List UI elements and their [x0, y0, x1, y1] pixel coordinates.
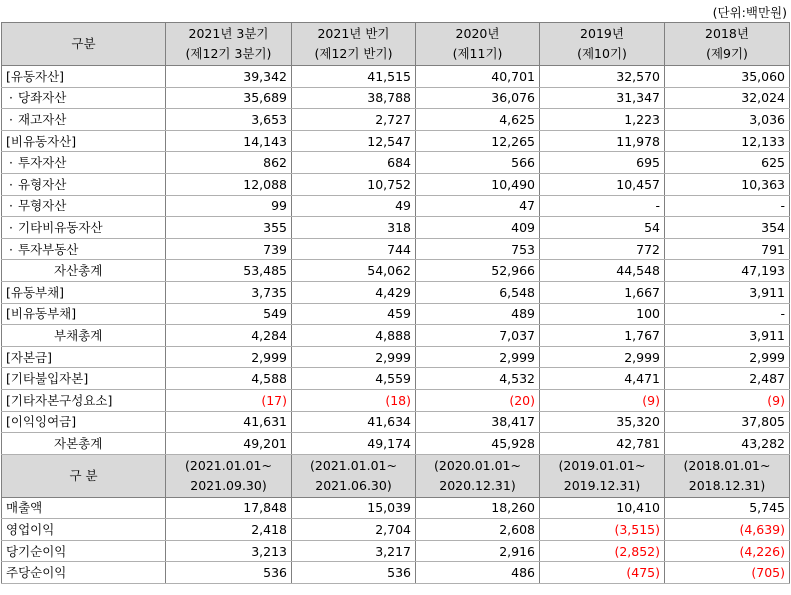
row-label: 영업이익: [2, 519, 166, 541]
value-cell: 566: [416, 152, 540, 174]
value-cell: 695: [540, 152, 665, 174]
value-cell: 3,735: [166, 281, 292, 303]
row-label: [2, 325, 166, 347]
value-cell: (17): [166, 389, 292, 411]
row-label-text: 투자자산: [18, 155, 67, 171]
value-cell: 355: [166, 217, 292, 239]
value-cell: 43,282: [665, 433, 790, 455]
row-label-text: 투자부동산: [18, 241, 79, 257]
value-cell: 684: [292, 152, 416, 174]
value-cell: 32,570: [540, 66, 665, 88]
header-label: 구분: [2, 23, 166, 66]
value-cell: 10,490: [416, 173, 540, 195]
value-cell: 4,588: [166, 368, 292, 390]
row-label-text: [비유동부채]: [6, 306, 77, 322]
value-cell: 49,174: [292, 433, 416, 455]
value-cell: 31,347: [540, 87, 665, 109]
value-cell: 12,265: [416, 130, 540, 152]
header-col-line1: 2018년: [705, 26, 749, 41]
header-col: [292, 454, 416, 497]
row-label: [2, 368, 166, 390]
value-cell: 41,631: [166, 411, 292, 433]
row-label: 매출액: [2, 497, 166, 519]
value-cell: -: [540, 195, 665, 217]
row-label: [2, 389, 166, 411]
value-cell: 10,363: [665, 173, 790, 195]
value-cell: 549: [166, 303, 292, 325]
value-cell: (475): [540, 562, 665, 584]
header-col-line2: 2018.12.31): [688, 477, 766, 493]
value-cell: 12,547: [292, 130, 416, 152]
value-cell: 3,217: [292, 540, 416, 562]
row-label: [2, 66, 166, 88]
header-col: [166, 454, 292, 497]
row-label: [2, 346, 166, 368]
income-statement-section: [2, 454, 790, 583]
value-cell: 10,752: [292, 173, 416, 195]
table-row: [2, 519, 790, 541]
table-row: [2, 540, 790, 562]
table-row: [2, 562, 790, 584]
value-cell: 11,978: [540, 130, 665, 152]
value-cell: 4,471: [540, 368, 665, 390]
header-col-line2: (제9기): [706, 46, 748, 61]
row-label: [2, 195, 166, 217]
header-col-line1: 2021년 반기: [317, 26, 390, 41]
value-cell: 2,704: [292, 519, 416, 541]
value-cell: 100: [540, 303, 665, 325]
value-cell: (9): [665, 389, 790, 411]
value-cell: 38,788: [292, 87, 416, 109]
header-col-line2: 2020.12.31): [439, 477, 516, 493]
header-col-line2: 2021.09.30): [190, 477, 267, 493]
value-cell: 744: [292, 238, 416, 260]
value-cell: 4,559: [292, 368, 416, 390]
header-col: [416, 23, 540, 66]
table-row: [2, 66, 790, 88]
value-cell: 12,133: [665, 130, 790, 152]
table-row: [2, 389, 790, 411]
header-col-line1: 2021년 3분기: [188, 26, 269, 41]
value-cell: 3,213: [166, 540, 292, 562]
bullet-icon: ·: [9, 198, 13, 214]
balance-sheet-header-row: [2, 23, 790, 66]
header-col: [665, 23, 790, 66]
value-cell: 5,745: [665, 497, 790, 519]
value-cell: 1,223: [540, 109, 665, 131]
value-cell: 44,548: [540, 260, 665, 282]
value-cell: 772: [540, 238, 665, 260]
value-cell: 354: [665, 217, 790, 239]
value-cell: 38,417: [416, 411, 540, 433]
value-cell: 2,999: [665, 346, 790, 368]
row-label: [2, 152, 166, 174]
value-cell: 3,653: [166, 109, 292, 131]
table-row: [2, 411, 790, 433]
value-cell: 42,781: [540, 433, 665, 455]
value-cell: 12,088: [166, 173, 292, 195]
bullet-icon: ·: [9, 111, 13, 127]
value-cell: 10,457: [540, 173, 665, 195]
balance-sheet-section: [2, 23, 790, 455]
table-row: [2, 497, 790, 519]
row-label-text: [비유동자산]: [6, 133, 77, 149]
value-cell: 459: [292, 303, 416, 325]
header-col-line2: (제11기): [452, 46, 503, 61]
header-col-line1: (2020.01.01~: [434, 457, 521, 473]
value-cell: 2,999: [540, 346, 665, 368]
row-label-text: 당좌자산: [18, 90, 67, 106]
bullet-icon: ·: [9, 176, 13, 192]
header-col-line2: 2021.06.30): [315, 477, 392, 493]
row-label-text: 재고자산: [18, 111, 67, 127]
row-label: 주당순이익: [2, 562, 166, 584]
value-cell: 53,485: [166, 260, 292, 282]
header-col-line2: 2019.12.31): [563, 477, 641, 493]
row-label: [2, 260, 166, 282]
row-label-text: 자본총계: [54, 435, 103, 451]
value-cell: (3,515): [540, 519, 665, 541]
bullet-icon: ·: [9, 241, 13, 257]
value-cell: 15,039: [292, 497, 416, 519]
value-cell: 2,418: [166, 519, 292, 541]
value-cell: 47,193: [665, 260, 790, 282]
value-cell: 1,767: [540, 325, 665, 347]
table-row: [2, 325, 790, 347]
header-col-line1: 2019년: [580, 26, 624, 41]
table-row: [2, 260, 790, 282]
value-cell: 99: [166, 195, 292, 217]
table-row: [2, 346, 790, 368]
value-cell: 39,342: [166, 66, 292, 88]
header-col-line2: (제12기 반기): [314, 46, 393, 61]
value-cell: 17,848: [166, 497, 292, 519]
table-row: [2, 130, 790, 152]
row-label: [2, 238, 166, 260]
value-cell: 49: [292, 195, 416, 217]
header-col-line1: 2020년: [455, 26, 500, 41]
value-cell: (2,852): [540, 540, 665, 562]
value-cell: 486: [416, 562, 540, 584]
value-cell: 2,999: [292, 346, 416, 368]
value-cell: 6,548: [416, 281, 540, 303]
table-row: [2, 173, 790, 195]
row-label: [2, 411, 166, 433]
row-label: [2, 109, 166, 131]
value-cell: 4,532: [416, 368, 540, 390]
row-label: [2, 433, 166, 455]
value-cell: 739: [166, 238, 292, 260]
value-cell: (9): [540, 389, 665, 411]
table-row: [2, 152, 790, 174]
row-label-text: 부채총계: [54, 327, 103, 343]
row-label-text: 기타비유동자산: [18, 219, 103, 235]
value-cell: 4,429: [292, 281, 416, 303]
table-row: [2, 368, 790, 390]
row-label-text: [기타불입자본]: [6, 371, 89, 387]
value-cell: 35,060: [665, 66, 790, 88]
header-col: [665, 454, 790, 497]
value-cell: 3,911: [665, 325, 790, 347]
value-cell: 536: [166, 562, 292, 584]
value-cell: 32,024: [665, 87, 790, 109]
value-cell: 4,625: [416, 109, 540, 131]
row-label-text: 자산총계: [54, 263, 103, 279]
value-cell: 37,805: [665, 411, 790, 433]
row-label: [2, 281, 166, 303]
value-cell: 54,062: [292, 260, 416, 282]
header-col: [292, 23, 416, 66]
value-cell: 54: [540, 217, 665, 239]
value-cell: 753: [416, 238, 540, 260]
table-row: [2, 217, 790, 239]
value-cell: 536: [292, 562, 416, 584]
value-cell: 7,037: [416, 325, 540, 347]
value-cell: (20): [416, 389, 540, 411]
row-label-text: [유동부채]: [6, 284, 65, 300]
header-col: [166, 23, 292, 66]
value-cell: 318: [292, 217, 416, 239]
unit-label: (단위:백만원): [712, 5, 787, 20]
table-row: [2, 195, 790, 217]
table-row: [2, 109, 790, 131]
value-cell: 36,076: [416, 87, 540, 109]
row-label: [2, 130, 166, 152]
value-cell: 4,888: [292, 325, 416, 347]
value-cell: 45,928: [416, 433, 540, 455]
row-label: 당기순이익: [2, 540, 166, 562]
value-cell: 2,999: [416, 346, 540, 368]
value-cell: 14,143: [166, 130, 292, 152]
value-cell: 2,608: [416, 519, 540, 541]
financial-summary-table: [1, 22, 790, 584]
bullet-icon: ·: [9, 90, 13, 106]
value-cell: 625: [665, 152, 790, 174]
value-cell: 791: [665, 238, 790, 260]
value-cell: (18): [292, 389, 416, 411]
value-cell: 2,916: [416, 540, 540, 562]
row-label: [2, 303, 166, 325]
value-cell: (4,226): [665, 540, 790, 562]
table-row: [2, 238, 790, 260]
row-label: [2, 217, 166, 239]
value-cell: (705): [665, 562, 790, 584]
row-label-text: [이익잉여금]: [6, 414, 77, 430]
value-cell: 10,410: [540, 497, 665, 519]
value-cell: 47: [416, 195, 540, 217]
value-cell: 35,689: [166, 87, 292, 109]
value-cell: 1,667: [540, 281, 665, 303]
value-cell: 4,284: [166, 325, 292, 347]
table-row: [2, 433, 790, 455]
value-cell: 18,260: [416, 497, 540, 519]
value-cell: 862: [166, 152, 292, 174]
value-cell: -: [665, 303, 790, 325]
header-col: [540, 454, 665, 497]
value-cell: 3,036: [665, 109, 790, 131]
value-cell: (4,639): [665, 519, 790, 541]
value-cell: 2,727: [292, 109, 416, 131]
value-cell: -: [665, 195, 790, 217]
table-row: [2, 303, 790, 325]
row-label-text: 유형자산: [18, 176, 67, 192]
header-col-line2: (제12기 3분기): [185, 46, 272, 61]
value-cell: 35,320: [540, 411, 665, 433]
row-label-text: [자본금]: [6, 349, 52, 365]
header-col-line1: (2018.01.01~: [683, 457, 771, 473]
value-cell: 2,487: [665, 368, 790, 390]
value-cell: 2,999: [166, 346, 292, 368]
row-label: [2, 173, 166, 195]
header-col: [540, 23, 665, 66]
header-col-line2: (제10기): [577, 46, 627, 61]
value-cell: 49,201: [166, 433, 292, 455]
value-cell: 40,701: [416, 66, 540, 88]
header-col-line1: (2021.01.01~: [310, 457, 397, 473]
row-label-text: [기타자본구성요소]: [6, 392, 113, 408]
row-label-text: 무형자산: [18, 198, 67, 214]
table-row: [2, 87, 790, 109]
header-col: [416, 454, 540, 497]
header-col-line1: (2021.01.01~: [185, 457, 272, 473]
row-label-text: [유동자산]: [6, 68, 65, 84]
bullet-icon: ·: [9, 155, 13, 171]
row-label: [2, 87, 166, 109]
value-cell: 489: [416, 303, 540, 325]
table-row: [2, 281, 790, 303]
value-cell: 41,634: [292, 411, 416, 433]
value-cell: 409: [416, 217, 540, 239]
value-cell: 52,966: [416, 260, 540, 282]
header-col-line1: (2019.01.01~: [558, 457, 646, 473]
bullet-icon: ·: [9, 219, 13, 235]
value-cell: 3,911: [665, 281, 790, 303]
income-statement-header-row: [2, 454, 790, 497]
header-label: 구 분: [2, 454, 166, 497]
value-cell: 41,515: [292, 66, 416, 88]
